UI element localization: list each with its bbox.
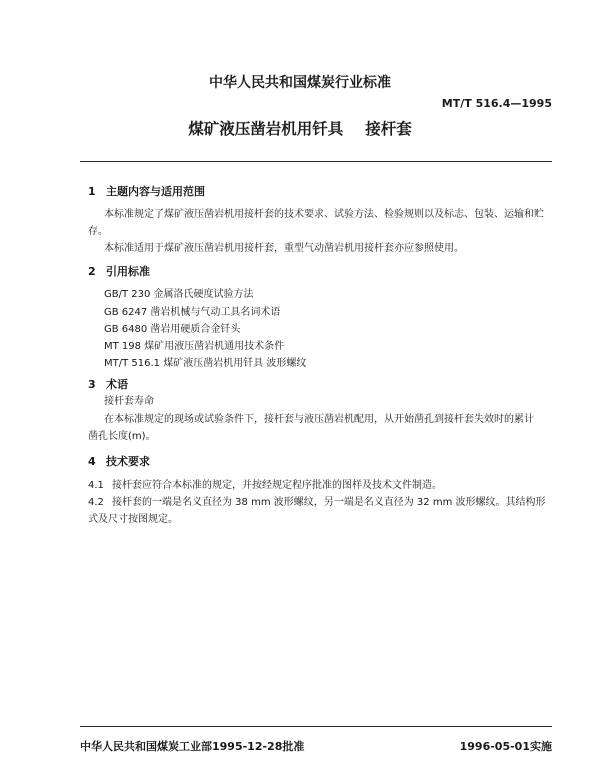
section-2-heading <box>88 263 150 279</box>
section-1-paragraph-2: 本标准适用于煤矿液压凿岩机用接杆套，重型气动凿岩机用接杆套亦应参照使用。 <box>104 243 464 254</box>
section-number: 1 <box>88 185 96 198</box>
reference-item: MT/T 516.1 煤矿液压凿岩机用钎具 波形螺纹 <box>104 358 307 369</box>
clause-text: 接杆套应符合本标准的规定，并按经规定程序批准的图样及技术文件制造。 <box>112 480 442 491</box>
section-4-heading <box>88 453 150 469</box>
section-1-paragraph-1-line-2: 存。 <box>88 226 108 237</box>
section-1-paragraph-1-line-1: 本标准规定了煤矿液压凿岩机用接杆套的技术要求、试验方法、检验规则以及标志、包装、运输和贮 <box>104 209 544 220</box>
section-title: 主题内容与适用范围 <box>106 185 205 198</box>
term-definition-line-1: 在本标准规定的现场或试验条件下，接杆套与液压凿岩机配用，从开始凿孔到接杆套失效时的累计 <box>104 414 534 425</box>
document-title-main: 煤矿液压凿岩机用钎具 <box>188 120 344 138</box>
footer-rule <box>80 726 552 727</box>
section-3-heading <box>88 376 128 392</box>
header-rule <box>80 161 552 162</box>
section-title: 术语 <box>106 378 128 391</box>
reference-item: GB 6480 凿岩用硬质合金钎头 <box>104 324 241 335</box>
standard-title: 中华人民共和国煤炭行业标准 <box>209 75 391 91</box>
section-title: 引用标准 <box>106 265 150 278</box>
reference-item: MT 198 煤矿用液压凿岩机通用技术条件 <box>104 341 285 352</box>
clause-text: 接杆套的一端是名义直径为 38 mm 波形螺纹，另一端是名义直径为 32 mm 波形螺纹。其结构形 <box>112 497 546 508</box>
reference-item: GB/T 230 金属洛氏硬度试验方法 <box>104 289 254 300</box>
section-number: 3 <box>88 378 96 391</box>
implementation-date: 1996-05-01实施 <box>459 740 552 753</box>
clause-number: 4.1 <box>88 480 104 491</box>
clause-number: 4.2 <box>88 497 104 508</box>
term-name: 接杆套寿命 <box>104 396 154 407</box>
standard-code: MT/T 516.4—1995 <box>441 97 552 110</box>
section-1-heading <box>88 183 205 199</box>
section-number: 4 <box>88 455 96 468</box>
document-title <box>0 117 600 139</box>
clause-4-2-line-2: 式及尺寸按图规定。 <box>88 514 178 525</box>
section-number: 2 <box>88 265 96 278</box>
approval-statement: 中华人民共和国煤炭工业部1995-12-28批准 <box>80 740 305 753</box>
section-title: 技术要求 <box>106 455 150 468</box>
reference-item: GB 6247 凿岩机械与气动工具名词术语 <box>104 307 281 318</box>
term-definition-line-2: 凿孔长度(m)。 <box>88 431 156 442</box>
document-title-sub: 接杆套 <box>365 120 412 138</box>
